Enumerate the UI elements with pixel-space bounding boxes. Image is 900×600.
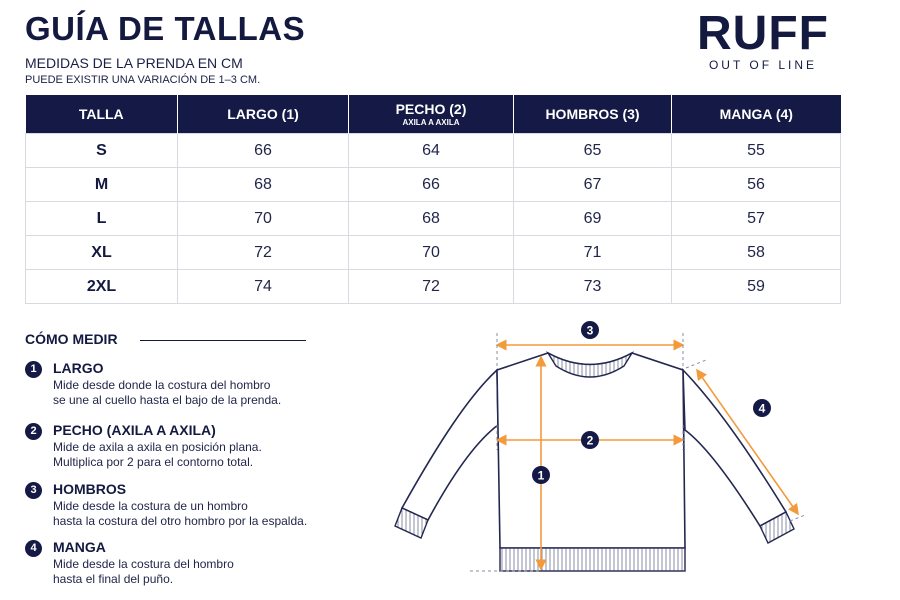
manga-cell: 56 (672, 168, 841, 202)
hombros-cell: 67 (514, 168, 672, 202)
header-largo: LARGO (1) (178, 95, 349, 134)
step-number-badge: 1 (25, 361, 42, 378)
guide-line (686, 360, 706, 368)
pecho-cell: 70 (349, 236, 514, 270)
header-pecho: PECHO (2) AXILA A AXILA (349, 95, 514, 134)
size-cell: M (26, 168, 178, 202)
size-cell: XL (26, 236, 178, 270)
hombros-cell: 71 (514, 236, 672, 270)
header-talla: TALLA (26, 95, 178, 134)
header-manga: MANGA (4) (672, 95, 841, 134)
hombros-cell: 69 (514, 202, 672, 236)
svg-text:2: 2 (586, 433, 594, 448)
brand-tagline: OUT OF LINE (708, 58, 818, 72)
step-title: HOMBROS (53, 481, 127, 497)
page-subtitle: MEDIDAS DE LA PRENDA EN CM (25, 55, 243, 71)
marker-1 (532, 466, 550, 484)
pecho-cell: 66 (349, 168, 514, 202)
marker-3 (581, 321, 599, 339)
step-number-badge: 2 (25, 423, 42, 440)
step-description: Mide de axila a axila en posición plana. Multiplica por 2 para el contorno total. (53, 440, 262, 469)
largo-cell: 72 (178, 236, 349, 270)
guide-line (790, 515, 805, 521)
svg-text:1: 1 (537, 468, 545, 483)
page-title: GUÍA DE TALLAS (25, 10, 306, 47)
step-number-badge: 4 (25, 540, 42, 557)
sweatshirt-outline (402, 353, 786, 548)
hem-ribbing (500, 548, 685, 571)
largo-cell: 68 (178, 168, 349, 202)
largo-cell: 70 (178, 202, 349, 236)
brand-name: RUFF (697, 7, 829, 60)
pecho-cell: 64 (349, 134, 514, 168)
step-title: MANGA (53, 539, 106, 555)
largo-cell: 66 (178, 134, 349, 168)
step-title: PECHO (AXILA A AXILA) (53, 422, 216, 438)
step-description: Mide desde la costura de un hombro hasta la costura del otro hombro por la espalda. (53, 499, 308, 528)
hombros-cell: 65 (514, 134, 672, 168)
pecho-cell: 68 (349, 202, 514, 236)
size-cell: 2XL (26, 270, 178, 304)
marker-4 (753, 399, 771, 417)
pecho-cell: 72 (349, 270, 514, 304)
step-description: Mide desde donde la costura del hombro se une al cuello hasta el bajo de la prenda. (53, 378, 282, 407)
hombros-cell: 73 (514, 270, 672, 304)
manga-cell: 55 (672, 134, 841, 168)
manga-cell: 58 (672, 236, 841, 270)
manga-cell: 59 (672, 270, 841, 304)
svg-text:3: 3 (586, 323, 594, 338)
size-cell: S (26, 134, 178, 168)
how-to-measure-title: CÓMO MEDIR (25, 331, 118, 347)
step-description: Mide desde la costura del hombro hasta el final del puño. (53, 557, 234, 586)
step-title: LARGO (53, 360, 104, 376)
step-number-badge: 3 (25, 482, 42, 499)
size-cell: L (26, 202, 178, 236)
variation-note: PUEDE EXISTIR UNA VARIACIÓN DE 1–3 CM. (25, 74, 261, 86)
largo-cell: 74 (178, 270, 349, 304)
svg-text:4: 4 (758, 401, 766, 416)
marker-2 (581, 431, 599, 449)
manga-cell: 57 (672, 202, 841, 236)
header-hombros: HOMBROS (3) (514, 95, 672, 134)
header-pecho-sub: AXILA A AXILA (402, 118, 460, 127)
